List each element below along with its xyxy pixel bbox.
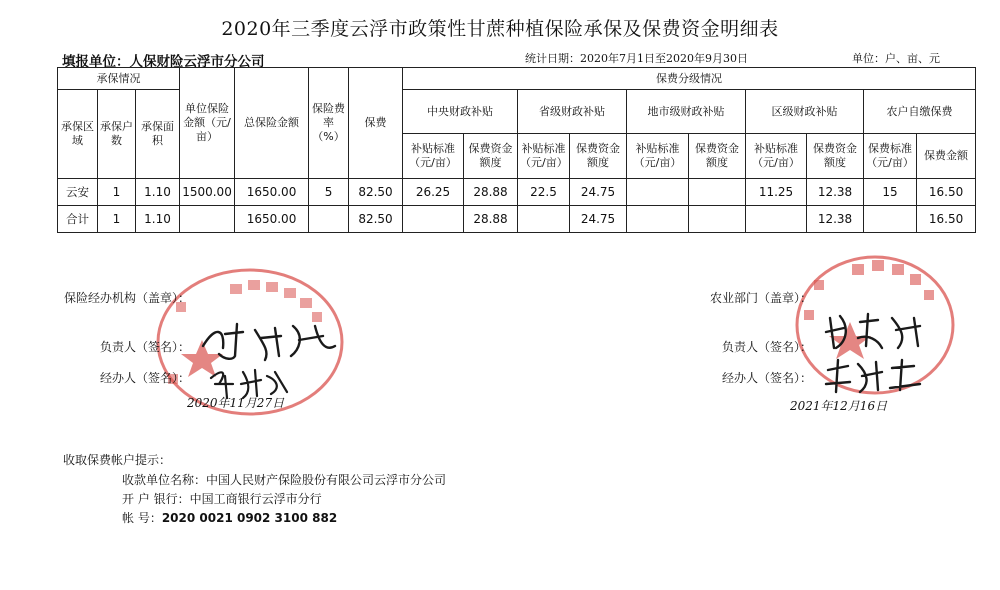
cell-households: 1 [98, 206, 136, 233]
units-note: 单位：户、亩、元 [852, 52, 940, 65]
header-city: 地市级财政补贴 [627, 90, 746, 134]
header-premium-split: 保费分级情况 [403, 68, 976, 90]
cell-rate [309, 206, 349, 233]
cell-city-amt [689, 179, 746, 206]
header-region: 承保区域 [58, 90, 98, 179]
insurer-head-label: 负责人（签名）： [100, 340, 191, 354]
cell-area: 1.10 [136, 206, 180, 233]
header-district: 区级财政补贴 [746, 90, 864, 134]
account-heading: 收取保费帐户提示： [63, 453, 172, 467]
account-label: 帐 号： [122, 511, 162, 525]
header-farmer-std: 保费标准（元/亩） [864, 134, 917, 179]
insurer-head-signature [195, 316, 345, 366]
cell-district-amt: 12.38 [807, 206, 864, 233]
document-title: 2020年三季度云浮市政策性甘蔗种植保险承保及保费资金明细表 [221, 18, 779, 40]
cell-region: 云安 [58, 179, 98, 206]
header-premium: 保费 [349, 68, 403, 179]
header-district-std: 补贴标准（元/亩） [746, 134, 807, 179]
cell-rate: 5 [309, 179, 349, 206]
agri-dept-label: 农业部门（盖章）： [710, 291, 813, 305]
agri-sign-date: 2021年12月16日 [790, 399, 888, 413]
cell-district-std: 11.25 [746, 179, 807, 206]
header-households: 承保户数 [98, 90, 136, 179]
header-rate: 保险费率（%） [309, 68, 349, 179]
payee-label: 收款单位名称： [122, 473, 207, 487]
header-provincial: 省级财政补贴 [518, 90, 627, 134]
cell-total-amount: 1650.00 [235, 179, 309, 206]
cell-provincial-amt: 24.75 [570, 206, 627, 233]
agri-head-label: 负责人（签名）： [722, 340, 813, 354]
cell-city-std [627, 179, 689, 206]
header-provincial-amt: 保费资金额度 [570, 134, 627, 179]
header-unit-amount: 单位保险金额（元/亩） [180, 68, 235, 179]
cell-farmer-std: 15 [864, 179, 917, 206]
cell-central-std: 26.25 [403, 179, 464, 206]
cell-city-amt [689, 206, 746, 233]
bank-label: 开 户 银行： [122, 492, 190, 506]
premium-detail-table [57, 67, 976, 233]
cell-area: 1.10 [136, 179, 180, 206]
table-row-total [58, 206, 976, 233]
cell-unit-amount: 1500.00 [180, 179, 235, 206]
account-row [122, 509, 337, 526]
cell-households: 1 [98, 179, 136, 206]
account-number: 2020 0021 0902 3100 882 [161, 511, 338, 525]
cell-farmer-std [864, 206, 917, 233]
cell-central-std [403, 206, 464, 233]
header-farmer: 农户自缴保费 [864, 90, 976, 134]
payee-value: 中国人民财产保险股份有限公司云浮市分公司 [206, 473, 447, 487]
agri-head-signature [822, 308, 932, 354]
header-underwriting: 承保情况 [58, 68, 180, 90]
insurer-sign-date: 2020年11月27日 [187, 396, 285, 410]
agri-handler-signature [822, 354, 932, 398]
cell-central-amt: 28.88 [464, 206, 518, 233]
cell-premium: 82.50 [349, 179, 403, 206]
cell-provincial-std [518, 206, 570, 233]
cell-central-amt: 28.88 [464, 179, 518, 206]
cell-district-std [746, 206, 807, 233]
bank-row [122, 490, 322, 507]
statistics-period: 统计日期：2020年7月1日至2020年9月30日 [525, 52, 748, 65]
cell-premium: 82.50 [349, 206, 403, 233]
header-central-std: 补贴标准（元/亩） [403, 134, 464, 179]
cell-farmer-amt: 16.50 [917, 179, 976, 206]
cell-region: 合计 [58, 206, 98, 233]
header-city-std: 补贴标准（元/亩） [627, 134, 689, 179]
fill-unit: 填报单位：人保财险云浮市分公司 [62, 54, 265, 70]
header-area: 承保面积 [136, 90, 180, 179]
agri-handler-label: 经办人（签名）： [722, 371, 813, 385]
cell-farmer-amt: 16.50 [917, 206, 976, 233]
insurer-handler-label: 经办人（签名）： [100, 371, 191, 385]
cell-provincial-amt: 24.75 [570, 179, 627, 206]
header-central-amt: 保费资金额度 [464, 134, 518, 179]
header-district-amt: 保费资金额度 [807, 134, 864, 179]
payee-row [122, 471, 446, 488]
header-total-amount: 总保险金额 [235, 68, 309, 179]
cell-unit-amount [180, 206, 235, 233]
header-provincial-std: 补贴标准（元/亩） [518, 134, 570, 179]
header-central: 中央财政补贴 [403, 90, 518, 134]
cell-city-std [627, 206, 689, 233]
insurer-org-label: 保险经办机构（盖章）： [64, 291, 191, 305]
bank-value: 中国工商银行云浮市分行 [189, 492, 322, 506]
header-farmer-amt: 保费金额 [917, 134, 976, 179]
cell-total-amount: 1650.00 [235, 206, 309, 233]
cell-provincial-std: 22.5 [518, 179, 570, 206]
cell-district-amt: 12.38 [807, 179, 864, 206]
header-city-amt: 保费资金额度 [689, 134, 746, 179]
table-row [58, 179, 976, 206]
